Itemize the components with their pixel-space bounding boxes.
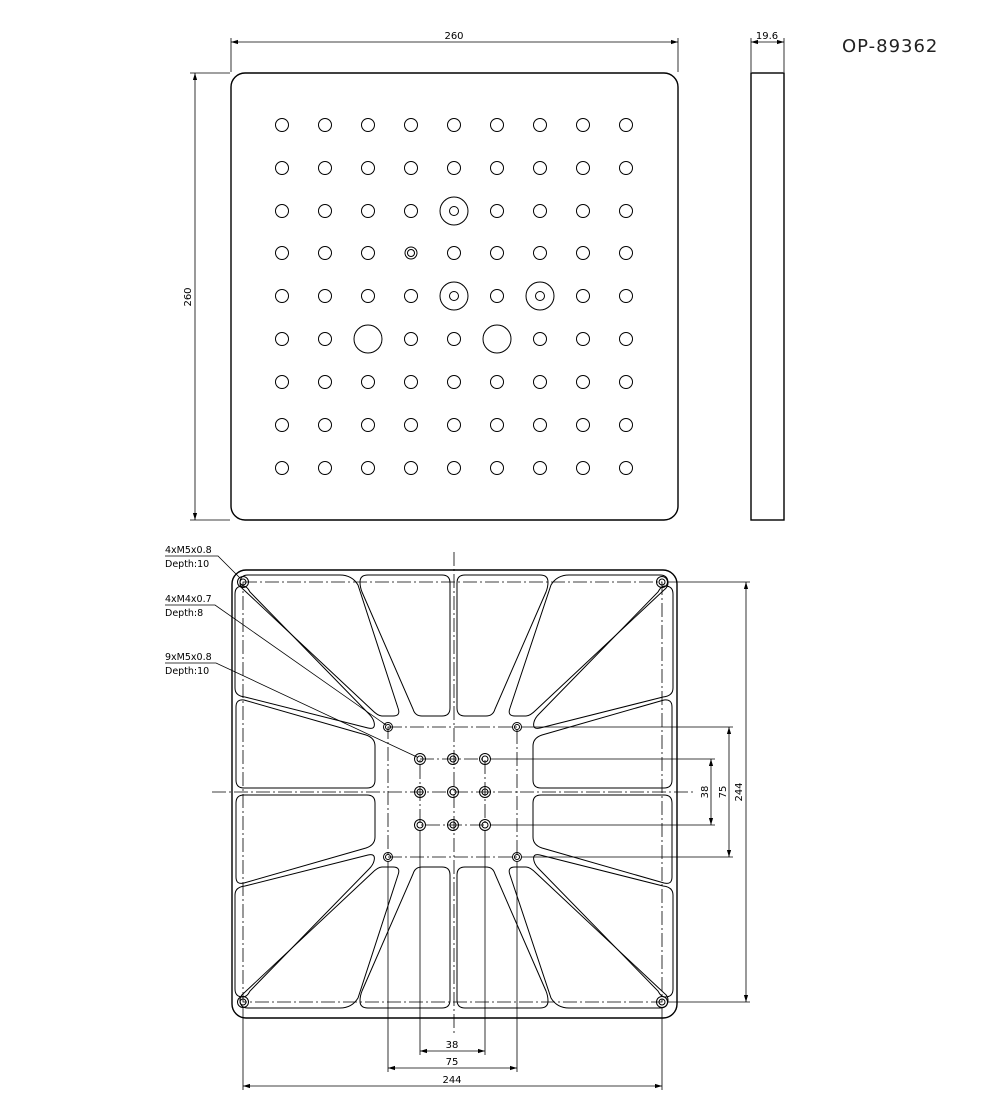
grid-hole (448, 162, 461, 175)
grid-hole (448, 462, 461, 475)
top-plate-outline (231, 73, 678, 520)
dim-right-75: 75 (718, 785, 729, 799)
grid-hole (577, 119, 590, 132)
grid-hole (577, 290, 590, 303)
counterbore-hole (440, 282, 468, 310)
dowel-hole (405, 247, 417, 259)
dim-right-38: 38 (700, 785, 711, 799)
grid-hole (276, 290, 289, 303)
grid-hole (405, 333, 418, 346)
grid-hole (319, 290, 332, 303)
side-view (751, 31, 784, 520)
grid-hole (362, 162, 375, 175)
grid-hole (448, 419, 461, 432)
grid-hole (362, 376, 375, 389)
pocket (360, 575, 450, 716)
side-thickness-label: 19.6 (755, 31, 779, 42)
pocket (534, 586, 673, 728)
counterbore-hole-inner (450, 207, 459, 216)
large-hole (354, 325, 382, 353)
grid-hole (620, 119, 633, 132)
grid-hole (534, 333, 547, 346)
grid-hole (448, 333, 461, 346)
top-width-dimension (231, 31, 678, 72)
grid-hole (405, 376, 418, 389)
grid-hole (405, 119, 418, 132)
pocket (240, 867, 399, 1008)
grid-hole (620, 462, 633, 475)
pocket (457, 575, 548, 716)
grid-hole (491, 119, 504, 132)
grid-hole (534, 462, 547, 475)
grid-hole (319, 205, 332, 218)
grid-hole (405, 162, 418, 175)
dim-bottom-38: 38 (445, 1040, 459, 1051)
counterbore-hole-inner (536, 292, 545, 301)
dim-bottom-244: 244 (442, 1075, 462, 1086)
grid-hole (362, 462, 375, 475)
bottom-dimensions (243, 830, 662, 1090)
grid-hole (491, 290, 504, 303)
callout-3-depth: Depth:10 (165, 666, 210, 677)
grid-hole (319, 162, 332, 175)
grid-hole (276, 119, 289, 132)
grid-hole (620, 162, 633, 175)
pocket (509, 867, 668, 1008)
pocket (236, 700, 375, 788)
pocket (509, 575, 668, 716)
grid-hole (620, 247, 633, 260)
counterbore-hole (526, 282, 554, 310)
callout-2-thread: 4xM4x0.7 (165, 594, 212, 605)
grid-hole (448, 376, 461, 389)
grid-hole (534, 376, 547, 389)
grid-hole (319, 247, 332, 260)
callout-3 (165, 652, 417, 757)
grid-hole (577, 462, 590, 475)
grid-hole (362, 247, 375, 260)
top-width-label: 260 (444, 31, 464, 42)
pocket (534, 855, 673, 997)
callout-3-thread: 9xM5x0.8 (165, 652, 212, 663)
grid-hole (276, 205, 289, 218)
grid-hole (276, 333, 289, 346)
center-lines (212, 552, 695, 1036)
grid-hole (620, 205, 633, 218)
grid-hole (319, 419, 332, 432)
grid-hole (362, 205, 375, 218)
grid-hole (620, 290, 633, 303)
bottom-view (165, 545, 750, 1090)
pocket (240, 575, 399, 716)
pocket (236, 795, 375, 883)
grid-hole (577, 376, 590, 389)
callout-1-thread: 4xM5x0.8 (165, 545, 212, 556)
dim-bottom-75: 75 (445, 1057, 459, 1068)
grid-hole (620, 333, 633, 346)
grid-hole (362, 119, 375, 132)
counterbore-hole (440, 197, 468, 225)
grid-hole (491, 247, 504, 260)
grid-hole (577, 247, 590, 260)
grid-hole (534, 247, 547, 260)
grid-hole (405, 462, 418, 475)
grid-hole (405, 419, 418, 432)
pocket (235, 586, 374, 728)
grid-hole (620, 376, 633, 389)
top-view (183, 31, 678, 520)
dowel-hole-inner (408, 250, 415, 257)
pocket (235, 855, 374, 997)
grid-hole (534, 419, 547, 432)
grid-hole (577, 419, 590, 432)
grid-hole (491, 419, 504, 432)
counterbore-hole-inner (450, 292, 459, 301)
grid-hole (362, 290, 375, 303)
pocket (533, 795, 672, 883)
grid-hole (276, 376, 289, 389)
part-number: OP-89362 (842, 36, 939, 57)
grid-hole (319, 333, 332, 346)
grid-hole (276, 462, 289, 475)
grid-hole (577, 205, 590, 218)
pocket (360, 867, 450, 1008)
grid-hole (534, 119, 547, 132)
grid-hole (276, 162, 289, 175)
grid-hole (448, 119, 461, 132)
grid-hole (620, 419, 633, 432)
top-hole-grid (276, 119, 633, 475)
grid-hole (362, 419, 375, 432)
pocket (533, 700, 672, 788)
callout-2-depth: Depth:8 (165, 608, 204, 619)
side-plate-outline (751, 73, 784, 520)
pocket (457, 867, 548, 1008)
grid-hole (405, 290, 418, 303)
grid-hole (491, 205, 504, 218)
grid-hole (405, 205, 418, 218)
grid-hole (534, 205, 547, 218)
grid-hole (491, 376, 504, 389)
grid-hole (276, 419, 289, 432)
grid-hole (534, 162, 547, 175)
top-height-label: 260 (183, 287, 194, 307)
large-hole (483, 325, 511, 353)
callout-1 (165, 545, 240, 578)
grid-hole (319, 376, 332, 389)
grid-hole (319, 119, 332, 132)
grid-hole (448, 247, 461, 260)
callout-1-depth: Depth:10 (165, 559, 210, 570)
grid-hole (276, 247, 289, 260)
grid-hole (577, 333, 590, 346)
dim-right-244: 244 (734, 782, 745, 802)
grid-hole (319, 462, 332, 475)
grid-hole (491, 162, 504, 175)
top-height-dimension (183, 73, 230, 520)
grid-hole (491, 462, 504, 475)
grid-hole (577, 162, 590, 175)
